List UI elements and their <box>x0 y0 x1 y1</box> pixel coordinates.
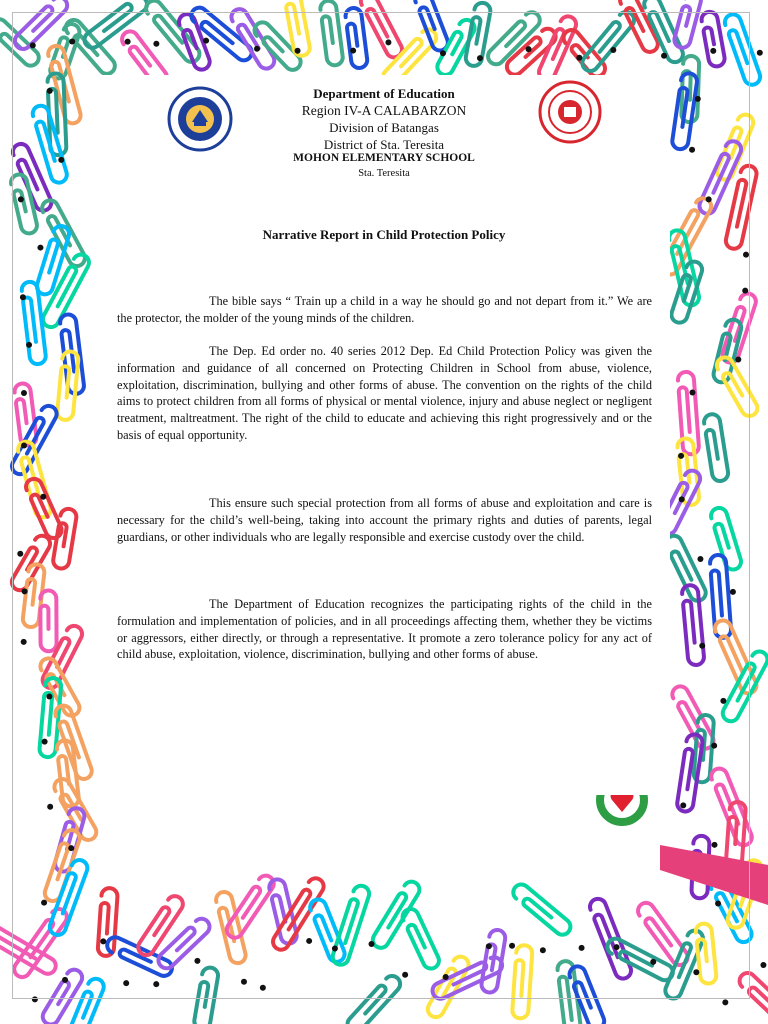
dot-mark <box>661 53 667 59</box>
paperclip-icon <box>345 7 369 69</box>
division-line: Division of Batangas <box>329 120 439 135</box>
dot-mark <box>46 694 52 700</box>
dot-mark <box>385 39 391 45</box>
dot-mark <box>194 958 200 964</box>
dot-mark <box>100 938 106 944</box>
paperclip-icon <box>663 533 708 603</box>
dot-mark <box>614 944 620 950</box>
dot-mark <box>711 743 717 749</box>
dot-mark <box>123 980 129 986</box>
dot-mark <box>678 453 684 459</box>
paperclip-icon <box>723 12 763 87</box>
paperclip-icon <box>67 976 106 1024</box>
paperclip-icon <box>57 351 79 421</box>
paperclip-icon <box>703 413 729 482</box>
dot-mark <box>40 494 46 500</box>
paperclip-icon <box>736 970 768 1023</box>
dot-mark <box>697 556 703 562</box>
dot-mark <box>440 50 446 56</box>
paperclip-icon <box>480 929 506 994</box>
paperclip-icon <box>635 900 691 968</box>
pencil-icon <box>660 845 768 905</box>
dot-mark <box>332 946 338 952</box>
dot-mark <box>610 47 616 53</box>
paperclip-icon <box>0 16 42 69</box>
dot-mark <box>526 46 532 52</box>
dot-mark <box>295 48 301 54</box>
dot-mark <box>369 941 375 947</box>
dot-mark <box>69 39 75 45</box>
paragraph-3: This ensure such special protection from all forms of abuse and exploitation and care is necessary for the child’s well-being, taking into account the primary rights and duties of parents, legal guardians, or other individuals who are legally responsible and exercise custody over the child. <box>117 496 652 544</box>
dot-mark <box>21 390 27 396</box>
dot-mark <box>742 288 748 294</box>
dot-mark <box>509 943 515 949</box>
dot-mark <box>32 996 38 1002</box>
dot-mark <box>62 977 68 983</box>
dot-mark <box>20 294 26 300</box>
paperclip-icon <box>510 881 574 938</box>
dot-mark <box>21 443 27 449</box>
paperclip-icon <box>512 945 533 1019</box>
paragraph-1: The bible says “ Train up a child in a way he should go and not depart from it.” We are the protector, the molder of the young minds of the children. <box>117 294 652 325</box>
region-line: Region IV-A CALABARZON <box>301 103 467 118</box>
dot-mark <box>37 245 43 251</box>
paperclip-icon <box>331 884 372 967</box>
district-line: District of Sta. Teresita <box>323 137 445 152</box>
paperclip-icon <box>319 0 343 66</box>
report-title: Narrative Report in Child Protection Policy <box>262 227 506 242</box>
dot-mark <box>699 643 705 649</box>
dot-mark <box>402 972 408 978</box>
dot-mark <box>26 342 32 348</box>
dot-mark <box>30 42 36 48</box>
paperclip-icon <box>344 973 403 1024</box>
paperclip-icon <box>700 11 726 68</box>
dot-mark <box>693 969 699 975</box>
dot-mark <box>743 252 749 258</box>
dot-mark <box>47 804 53 810</box>
dot-mark <box>260 985 266 991</box>
dot-mark <box>203 38 209 44</box>
dot-mark <box>21 639 27 645</box>
dot-mark <box>68 845 74 851</box>
dot-mark <box>757 50 763 56</box>
dot-mark <box>254 46 260 52</box>
paperclip-icon <box>714 354 760 418</box>
dot-mark <box>125 39 131 45</box>
town-line: Sta. Teresita <box>358 168 410 179</box>
paperclip-icon <box>12 0 71 52</box>
paragraph-4: The Department of Education recognizes the participating rights of the child in the formulation and implementation of policies, and in all proceedings affecting them, whether they be victims or aggressors, either directly, or through a representative. It promote a zero tolerance policy for any act of child abuse, exploitation, violence, discrimination, bullying and other forms of abuse. <box>117 597 652 662</box>
school-name: MOHON ELEMENTARY SCHOOL <box>293 152 475 164</box>
dot-mark <box>730 589 736 595</box>
dot-mark <box>241 979 247 985</box>
dot-mark <box>42 739 48 745</box>
dot-mark <box>41 900 47 906</box>
dot-mark <box>22 588 28 594</box>
dot-mark <box>153 981 159 987</box>
dot-mark <box>710 48 716 54</box>
dot-mark <box>18 196 24 202</box>
dot-mark <box>350 48 356 54</box>
dot-mark <box>680 802 686 808</box>
paperclip-icon <box>709 554 731 638</box>
paperclip-icon <box>193 966 219 1024</box>
dot-mark <box>306 938 312 944</box>
paperclip-icon <box>9 533 53 593</box>
dot-mark <box>712 842 718 848</box>
dot-mark <box>715 901 721 907</box>
dot-mark <box>477 55 483 61</box>
department-heading: Department of Education <box>313 86 455 101</box>
dot-mark <box>735 356 741 362</box>
dot-mark <box>579 945 585 951</box>
dot-mark <box>760 962 766 968</box>
dot-mark <box>576 55 582 61</box>
dot-mark <box>540 947 546 953</box>
dot-mark <box>443 974 449 980</box>
dot-mark <box>706 196 712 202</box>
dot-mark <box>650 959 656 965</box>
dot-mark <box>153 41 159 47</box>
dot-mark <box>486 943 492 949</box>
paperclip-icon <box>81 0 150 51</box>
dot-mark <box>689 389 695 395</box>
dot-mark <box>17 551 23 557</box>
dot-mark <box>720 698 726 704</box>
dot-mark <box>679 496 685 502</box>
paragraph-2: The Dep. Ed order no. 40 series 2012 Dep. Ed Child Protection Policy was given the information and guidance of all concerned on Protecting Children in School from abuse, violence, exploitation, discrimination, bullying and other forms of abuse. The convention on the rights of the child aims to protect children from all forms of physical or mental violence, injury and abuse neglect or negligent treatment, maltreatment. The right of the child to educate and achieving this right progressively and or the basis of equal opportunity. <box>117 344 652 442</box>
dot-mark <box>722 999 728 1005</box>
